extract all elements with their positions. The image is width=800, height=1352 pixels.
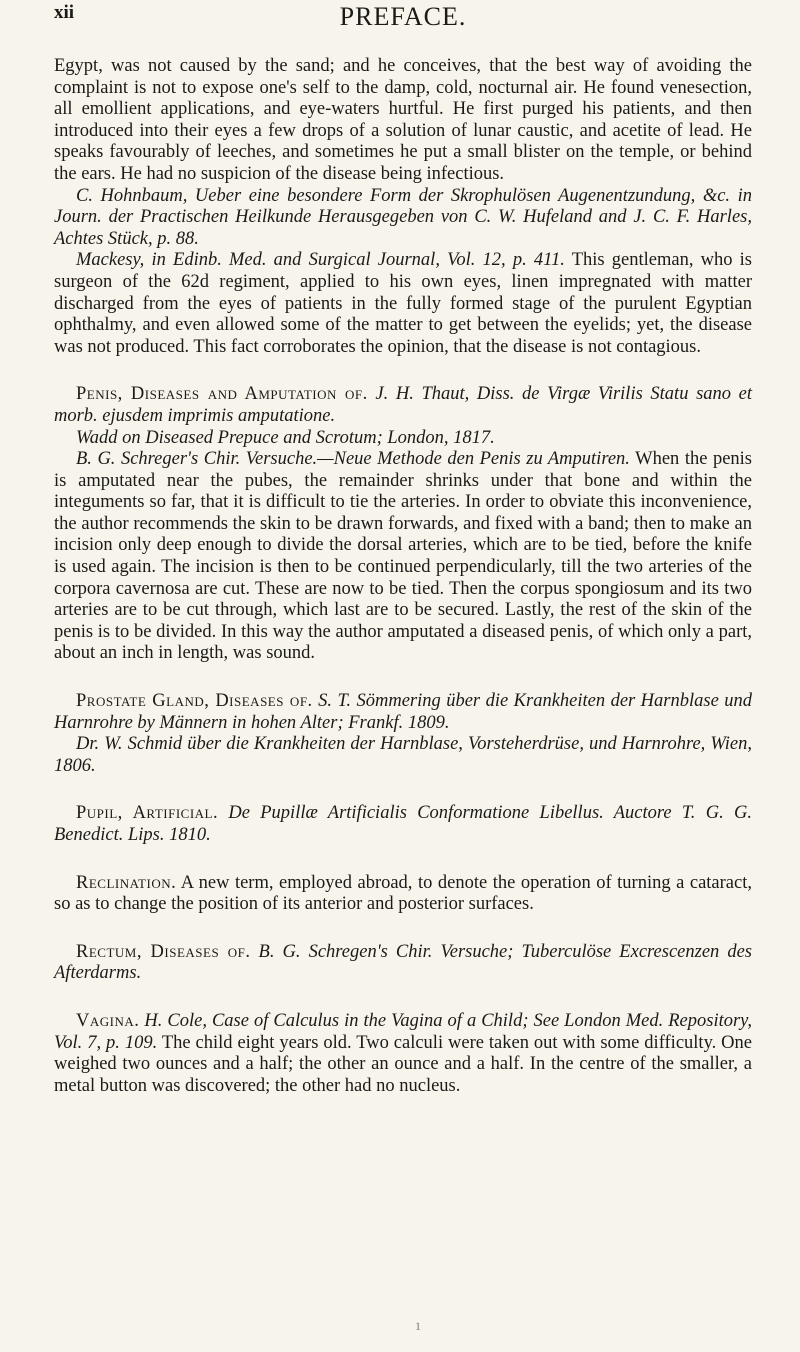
citation-wadd: Wadd on Diseased Prepuce and Scrotum; London, 1817. bbox=[76, 427, 495, 448]
citation-hohnbaum: C. Hohnbaum, Ueber eine besondere Form der Skrophulösen Augenentzundung, &c. in Journ. der Practischen Heilkunde Herausgegeben von C. W. Hufeland and J. C. F. Harles, Achtes Stück, p. 88. bbox=[54, 185, 752, 249]
entry-vagina bbox=[54, 1011, 752, 1097]
footer-mark: 1 bbox=[415, 1319, 421, 1333]
page-number: xii bbox=[54, 2, 75, 23]
paragraph-egypt: Egypt, was not caused by the sand; and he conceives, that the best way of avoiding the complaint is not to expose one's self to the damp, cold, nocturnal air. He found venesection, all emollient applications, and eye-waters hurtful. He first purged his patients, and then introduced into their eyes a few drops of a solution of lunar caustic, and acetite of lead. He speaks favourably of leeches, and sometimes he put a small blister on the temple, or behind the ears. He had no suspicion of the disease being infectious. bbox=[54, 56, 752, 184]
text-vagina: The child eight years old. Two calculi were taken out with some difficulty. One weighed two ounces and a half; the other an ounce and a half. In the centre of the smaller, a metal button was discovered; the other had no nucleus. bbox=[54, 1032, 753, 1096]
citation-mackesy: Mackesy, in Edinb. Med. and Surgical Journal, Vol. 12, p. 411. bbox=[76, 250, 565, 271]
citation-thaut: J. H. Thaut, Diss. de Virgæ Virilis Statu sano et morb. ejusdem imprimis amputatione. bbox=[54, 384, 752, 426]
citation-schmid: Dr. W. Schmid über die Krankheiten der Harnblase, Vorsteherdrüse, und Harnrohre, Wien, 1806. bbox=[54, 734, 752, 776]
citation-sommering: S. T. Sömmering über die Krankheiten der Harnblase und Harnrohre by Männern in hohen Alter; Frankf. 1809. bbox=[54, 691, 753, 733]
running-head: PREFACE. bbox=[339, 2, 467, 31]
entry-heading-vagina: Vagina. bbox=[76, 1010, 140, 1031]
entry-pupil bbox=[54, 803, 752, 846]
text-amputation: When the penis is amputated near the pubes, the remainder shrinks under that bone and within the integuments so far, that it is difficult to tie the arteries. In order to obviate this inconvenience, the author recommends the skin to be drawn forwards, and fixed with a band; then to make an incision only deep enough to divide the dorsal arteries, which are to be tied, before the knife is used again. The incision is then to be continued perpendicularly, till the two arteries of the corpora cavernosa are cut. These are now to be tied. Then the corpus spongiosum and its two arteries are to be cut through, which last are to be secured. Lastly, the rest of the skin of the penis is to be divided. In this way the author amputated a diseased penis, of which only a part, about an inch in length, was sound. bbox=[54, 449, 752, 664]
reference-schmid bbox=[54, 734, 752, 777]
entry-heading-reclination: Reclination. bbox=[76, 872, 177, 893]
page-body bbox=[54, 56, 752, 1097]
reference-wadd bbox=[54, 428, 752, 450]
citation-schregen: B. G. Schregen's Chir. Versuche; Tuberculöse Excrescenzen des Afterdarms. bbox=[54, 941, 753, 984]
reference-hohnbaum bbox=[54, 186, 752, 251]
entry-heading-prostate: Prostate Gland, Diseases of. bbox=[76, 691, 313, 712]
text-reclination: A new term, employed abroad, to denote the operation of turning a cataract, so as to change the position of its anterior and posterior surfaces. bbox=[54, 872, 752, 915]
entry-rectum bbox=[54, 942, 752, 985]
entry-heading-pupil: Pupil, Artificial. bbox=[76, 803, 219, 824]
entry-prostate bbox=[54, 691, 752, 734]
entry-heading-rectum: Rectum, Diseases of. bbox=[76, 941, 251, 962]
entry-reclination bbox=[54, 873, 752, 916]
paragraph-schreger-amputation bbox=[54, 449, 752, 665]
citation-cole: H. Cole, Case of Calculus in the Vagina of a Child; See London Med. Repository, Vol. 7, p. 109. bbox=[54, 1010, 752, 1053]
citation-benedict: De Pupillæ Artificialis Conformatione Libellus. Auctore T. G. G. Benedict. Lips. 1810. bbox=[54, 803, 752, 845]
text-mackesy: This gentleman, who is surgeon of the 62d regiment, applied to his own eyes, linen impregnated with matter discharged from the eyes of patients in the fully formed stage of the purulent Egyptian ophthalmy, and even allowed some of the matter to get between the eyelids; yet, the disease was not produced. This fact corroborates the opinion, that the disease is not contagious. bbox=[54, 250, 752, 357]
page-header bbox=[54, 2, 752, 42]
citation-schreger: B. G. Schreger's Chir. Versuche.—Neue Methode den Penis zu Amputiren. bbox=[76, 449, 630, 470]
paragraph-mackesy bbox=[54, 250, 752, 358]
entry-heading-penis: Penis, Diseases and Amputation of. bbox=[76, 384, 368, 405]
entry-penis bbox=[54, 384, 752, 427]
